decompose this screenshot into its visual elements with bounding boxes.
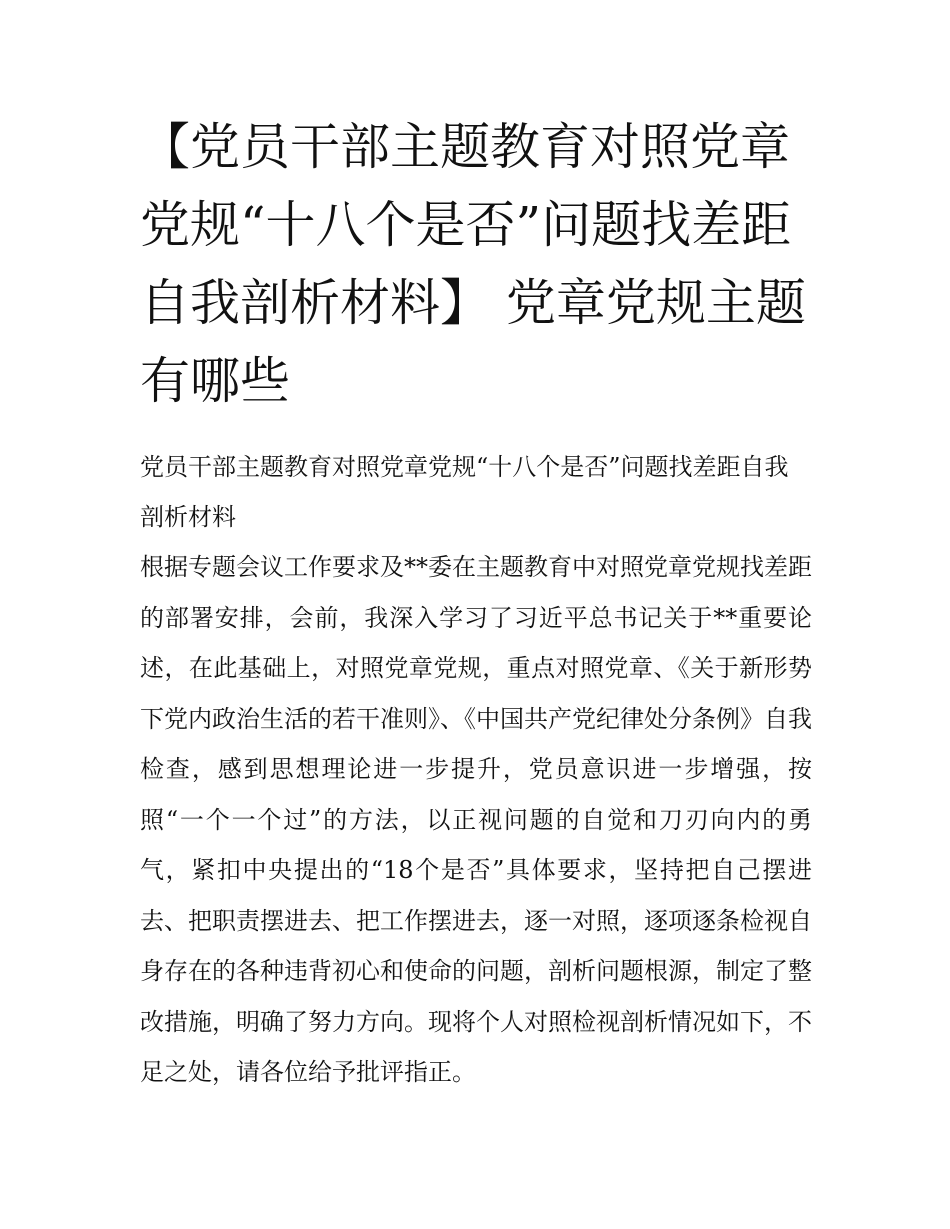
document-title: 【党员干部主题教育对照党章党规“十八个是否”问题找差距自我剖析材料】 党章党规主题有哪些 (140, 118, 806, 410)
document-page (140, 108, 812, 1098)
document-body-paragraph: 根据专题会议工作要求及**委在主题教育中对照党章党规找差距的部署安排，会前，我深入学习了习近平总书记关于**重要论述，在此基础上，对照党章党规，重点对照党章、《关于新形势下党内政治生活的若干准则》、《中国共产党纪律处分条例》自我检查，感到思想理论进一步提升，党员意识进一步增强，按照“一个一个过”的方法，以正视问题的自觉和刀刃向内的勇气，紧扣中央提出的“18个是否”具体要求，坚持把自己摆进去、把职责摆进去、把工作摆进去，逐一对照，逐项逐条检视自身存在的各种违背初心和使命的问题，剖析问题根源，制定了整改措施，明确了努力方向。现将个人对照检视剖析情况如下，不足之处，请各位给予批评指正。 (140, 553, 812, 1086)
document-subtitle: 党员干部主题教育对照党章党规“十八个是否”问题找差距自我剖析材料 (140, 453, 789, 531)
